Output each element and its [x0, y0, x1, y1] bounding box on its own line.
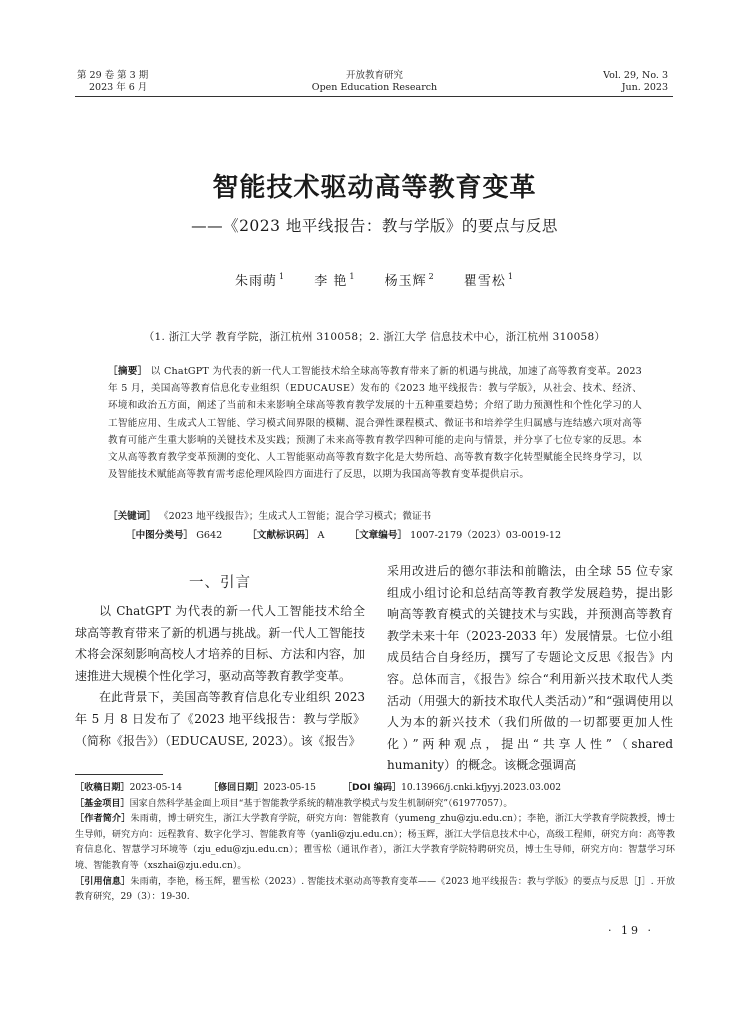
abstract	[108, 363, 642, 483]
classification-line	[126, 527, 583, 541]
article-number-value: 1007-2179（2023）03-0019-12	[410, 530, 562, 541]
fund-line: ［基金项目］国家自然科学基金面上项目“基于智能教学系统的精准教学模式与发生机制研究”（61977057）。	[75, 798, 513, 809]
abstract-text: 以 ChatGPT 为代表的新一代人工智能技术给全球高等教育带来了新的机遇与挑战，加速了高等教育变革。2023 年 5 月，美国高等教育信息化专业组织（EDUCAUSE）发布的《2023 地平线报告：教与学版》，从社会、技术、经济、环境和政治五方面，阐述了当前和未来影响全球高等教育教学发展的十五种重要趋势；介绍了助力预测性和个性化学习的人工智能应用、生成式人工智能、学习模式间界限的模糊、混合弹性课程模式、微证书和培养学生归属感与连结感六项对高等教育可能产生重大影响的关键技术及实践；预测了未来高等教育教学四种可能的走向与情景，并分享了七位专家的反思。本文从高等教育教学变革预测的变化、人工智能驱动高等教育数字化是大势所趋、高等教育数字化转型赋能全民终身学习，以及智能技术赋能高等教育需考虑伦理风险四方面进行了反思，以期为我国高等教育变革提供启示。	[108, 366, 642, 481]
author: 朱雨萌 $^1$	[235, 272, 286, 289]
author: 瞿雪松 $^1$	[463, 272, 514, 289]
footnotes	[75, 781, 675, 906]
author: 杨玉辉 $^2$	[384, 272, 435, 289]
article-title: 智能技术驱动高等教育变革	[212, 173, 537, 203]
abstract-label: ［摘要］	[108, 366, 148, 377]
doc-code-label: ［文献标识码］	[247, 530, 315, 541]
article-subtitle: ——《2023 地平线报告：教与学版》的要点与反思	[191, 217, 558, 235]
clc-label: ［中图分类号］	[126, 530, 194, 541]
footnote-rule	[75, 774, 163, 775]
doc-code-value: A	[317, 530, 325, 541]
article-number-label: ［文章编号］	[349, 530, 408, 541]
section-heading: 一、引言	[189, 575, 251, 591]
author: 李 艳 $^1$	[314, 272, 356, 289]
paragraph: 以 ChatGPT 为代表的新一代人工智能技术给全球高等教育带来了新的机遇与挑战。新一代人工智能技术将会深刻影响高校人才培养的目标、方法和内容，加速推进大规模个性化学习，驱动高等教育教学变革。	[75, 604, 365, 683]
paragraph: 在此背景下，美国高等教育信息化专业组织 2023 年 5 月 8 日发布了《2023 地平线报告：教与学版》（简称《报告》）（EDUCAUSE, 2023）。该《报告》	[75, 690, 365, 748]
journal-volume-issue: 第 29 卷 第 3 期 2023 年 6 月	[77, 70, 149, 93]
keywords-label: ［关键词］	[108, 511, 156, 522]
journal-name: 开放教育研究 Open Education Research	[311, 70, 438, 93]
body-column-left	[75, 601, 365, 752]
journal-volume-issue-en: Vol. 29, No. 3 Jun. 2023	[603, 70, 668, 93]
keywords-text: 《2023 地平线报告》；生成式人工智能；混合学习模式；微证书	[159, 511, 432, 522]
header-rule	[75, 96, 673, 97]
paragraph: 采用改进后的德尔菲法和前瞻法，由全球 55 位专家组成小组讨论和总结高等教育教学发展趋势，提出影响高等教育模式的关键技术与实践，并预测高等教育教学未来十年（2023-2033 年）发展情景。七位小组成员结合自身经历，撰写了专题论文反思《报告》内容。总体而言，《报告》综合“利用新兴技术取代人类活动（用强大的新技术取代人类活动）”和“强调使用以人为本的新兴技术（我们所做的一切都要更加人性化）”两种观点，提出“共享人性”（shared humanity）的概念。该概念强调高	[387, 564, 673, 773]
doi-link: 10.13966/j.cnki.kfjyyj.2023.03.002	[401, 783, 562, 793]
clc-value: G642	[196, 530, 223, 541]
keywords	[108, 508, 668, 522]
dates-line: ［收稿日期］2023-05-14 ［修回日期］2023-05-15 ［DOI 编码］10.13966/j.cnki.kfjyyj.2023.03.002	[75, 783, 562, 793]
author-list	[0, 270, 749, 289]
citation-info: ［引用信息］朱雨萌，李艳，杨玉辉，瞿雪松（2023）. 智能技术驱动高等教育变革——《2023 地平线报告：教与学版》的要点与反思［J］. 开放教育研究，29（3）：19-30.	[75, 876, 675, 903]
affiliation: （1. 浙江大学 教育学院，浙江杭州 310058；2. 浙江大学 信息技术中心，浙江杭州 310058）	[143, 331, 606, 343]
author-bio: ［作者简介］朱雨萌，博士研究生，浙江大学教育学院，研究方向：智能教育（yumeng_zhu@zju.edu.cn）；李艳，浙江大学教育学院教授，博士生导师，研究方向：远程教育、数字化学习、智能教育等（yanli@zju.edu.cn）；杨玉辉，浙江大学信息技术中心，高级工程师，研究方向：高等教育信息化、智慧学习环境等（zju_edu@zju.edu.cn）；瞿雪松（通讯作者），浙江大学教育学院特聘研究员，博士生导师，研究方向：智慧学习环境、智能教育等（xszhai@zju.edu.cn）。	[75, 814, 675, 871]
body-column-right	[387, 561, 673, 777]
page-number: · 19 ·	[608, 924, 654, 937]
